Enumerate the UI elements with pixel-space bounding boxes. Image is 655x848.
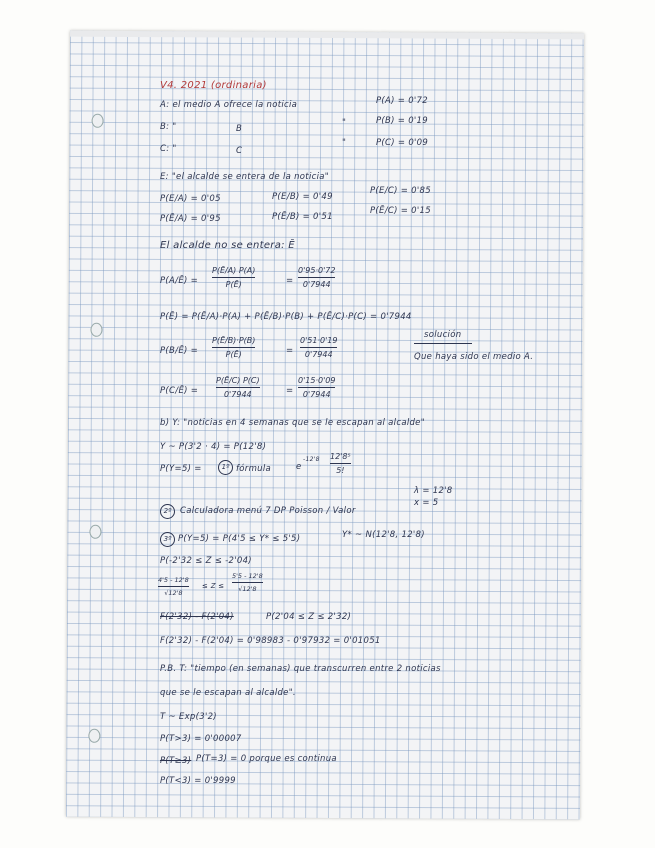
- prob-e-given-b: P(E/B) = 0'49: [272, 192, 333, 202]
- fraction-denominator: 0'7944: [302, 280, 331, 289]
- lambda-value: λ = 12'8: [414, 486, 453, 496]
- prob-not-e-given-c: P(Ē/C) = 0'15: [370, 206, 431, 216]
- exponential-distribution: T ~ Exp(3'2): [160, 712, 217, 722]
- step-2-text: Calculadora menú 7 DP Poisson / Valor: [180, 506, 356, 516]
- normal-result: F(2'32) - F(2'04) = 0'98983 - 0'97932 = 0'01051: [160, 636, 381, 646]
- bayes-statement: El alcalde no se entera: Ē: [160, 240, 295, 251]
- fraction-numerator: 5'5 - 12'8: [232, 572, 263, 580]
- prob-e-given-c: P(E/C) = 0'85: [370, 186, 431, 196]
- fraction-bar: [158, 586, 189, 587]
- bayes-lhs-b: P(B/Ē) =: [160, 346, 199, 356]
- bayes-result-b: [300, 336, 337, 359]
- struck-through-text: F(2'32) - F(2'04): [160, 612, 234, 622]
- prob-c: P(C) = 0'09: [376, 138, 429, 148]
- binder-hole: [92, 114, 104, 128]
- ditto-mark: ": [342, 138, 347, 148]
- event-a-definition: A: el medio A ofrece la noticia: [160, 100, 298, 110]
- variable-y-definition: b) Y: "noticias en 4 semanas que se le escapan al alcalde": [160, 418, 425, 428]
- poisson-distribution: Y ~ P(3'2 · 4) = P(12'8): [160, 442, 267, 452]
- sheet-top-edge: [70, 31, 584, 40]
- event-e-definition: E: "el alcalde se entera de la noticia": [160, 172, 329, 182]
- fraction-numerator: P(Ē/C) P(C): [216, 376, 260, 385]
- struck-through-text: P(T≥3): [160, 756, 192, 766]
- solution-underline: [414, 343, 472, 344]
- step-2-marker: 2º: [160, 504, 175, 519]
- bayes-fraction-b: [212, 336, 255, 359]
- bayes-result-a: [298, 266, 335, 289]
- fraction-denominator: 0'7944: [304, 350, 333, 359]
- fraction-numerator: 4'5 - 12'8: [158, 576, 189, 584]
- total-probability: P(Ē) = P(Ē/A)·P(A) + P(Ē/B)·P(B) + P(Ē/C)·P(C) = 0'7944: [160, 312, 412, 322]
- step-3-marker: 3º: [160, 532, 175, 547]
- upper-bound-tipification: [232, 572, 263, 593]
- fraction-numerator: P(Ē/A) P(A): [212, 266, 256, 275]
- binder-hole: [89, 525, 101, 539]
- binder-hole: [90, 323, 102, 337]
- formula-e: e: [296, 462, 302, 472]
- bayes-result-c: [298, 376, 335, 399]
- prob-t-equal-3: P(T=3) = 0 porque es continua: [196, 754, 337, 764]
- step-1-marker: 1º: [218, 460, 233, 475]
- event-b-label: B: ": [160, 122, 177, 132]
- event-b-symbol: B: [236, 124, 243, 134]
- fraction-denominator: P(Ē): [225, 350, 242, 359]
- equals-sign: =: [286, 386, 294, 396]
- event-c-label: C: ": [160, 144, 177, 154]
- symmetric-interval: P(2'04 ≤ Z ≤ 2'32): [266, 612, 352, 622]
- variable-t-definition-cont: que se le escapan al alcalde".: [160, 688, 296, 698]
- solution-title: solución: [424, 330, 462, 340]
- normal-distribution: Y* ~ N(12'8, 12'8): [342, 530, 425, 540]
- fraction-bar: [330, 463, 351, 464]
- event-c-symbol: C: [236, 146, 243, 156]
- fraction-denominator: √12'8: [238, 585, 257, 593]
- page-title: V4. 2021 (ordinaria): [160, 80, 267, 91]
- prob-not-e-given-a: P(Ē/A) = 0'95: [160, 214, 221, 224]
- fraction-denominator: 0'7944: [302, 390, 331, 399]
- step-1-text: fórmula: [236, 464, 272, 474]
- binder-hole: [88, 729, 100, 743]
- fraction-bar: [300, 347, 337, 348]
- fraction-denominator: 5!: [336, 466, 345, 475]
- fraction-denominator: √12'8: [164, 589, 183, 597]
- fraction-bar: [298, 387, 335, 388]
- fraction-bar: [212, 277, 255, 278]
- tipification-inequality: ≤ Z ≤: [202, 582, 225, 590]
- fraction-bar: [232, 582, 263, 583]
- bayes-lhs-c: P(C/Ē) =: [160, 386, 199, 396]
- bayes-fraction-c: [216, 376, 260, 399]
- variable-t-definition: P.B. T: "tiempo (en semanas) que transcurren entre 2 noticias: [160, 664, 441, 674]
- ditto-mark: ": [342, 118, 347, 128]
- standardized-interval: P(-2'32 ≤ Z ≤ -2'04): [160, 556, 252, 566]
- prob-b: P(B) = 0'19: [376, 116, 428, 126]
- bayes-fraction-a: [212, 266, 255, 289]
- solution-text: Que haya sido el medio A.: [414, 352, 534, 362]
- fraction-numerator: 0'51·0'19: [300, 336, 338, 345]
- fraction-bar: [216, 387, 260, 388]
- fraction-bar: [298, 277, 335, 278]
- prob-t-less-3: P(T<3) = 0'9999: [160, 776, 236, 786]
- x-value: x = 5: [414, 498, 439, 508]
- lower-bound-tipification: [158, 576, 189, 597]
- fraction-numerator: 0'15·0'09: [298, 376, 336, 385]
- formula-exponent: -12'8: [303, 456, 320, 463]
- prob-e-given-a: P(E/A) = 0'05: [160, 194, 221, 204]
- fraction-numerator: 0'95·0'72: [298, 266, 336, 275]
- formula-fraction: [330, 452, 351, 475]
- fraction-numerator: 12'8⁵: [330, 452, 351, 461]
- fraction-numerator: P(Ē/B)·P(B): [212, 336, 256, 345]
- prob-y-5: P(Y=5) =: [160, 464, 202, 474]
- fraction-bar: [212, 347, 255, 348]
- prob-not-e-given-b: P(Ē/B) = 0'51: [272, 212, 333, 222]
- fraction-denominator: 0'7944: [223, 390, 252, 399]
- normal-approx: P(Y=5) = P(4'5 ≤ Y* ≤ 5'5): [178, 534, 301, 544]
- prob-t-greater-3: P(T>3) = 0'00007: [160, 734, 242, 744]
- equals-sign: =: [286, 346, 294, 356]
- prob-a: P(A) = 0'72: [376, 96, 428, 106]
- fraction-denominator: P(Ē): [225, 280, 242, 289]
- bayes-lhs-a: P(A/Ē) =: [160, 276, 199, 286]
- equals-sign: =: [286, 276, 294, 286]
